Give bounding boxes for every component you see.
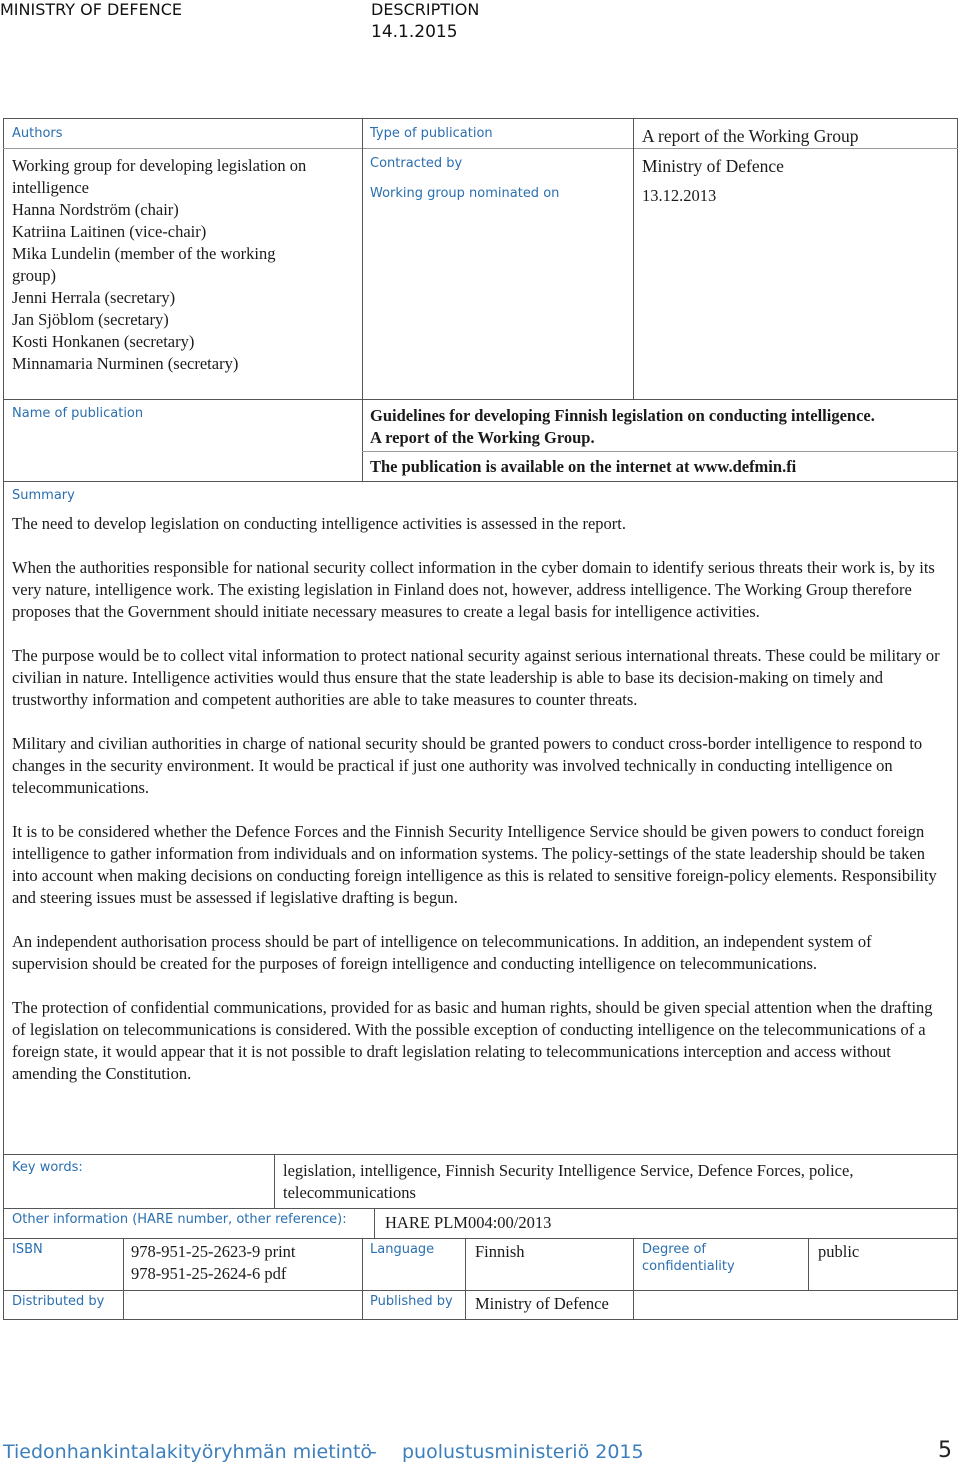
publication-title-line1: Guidelines for developing Finnish legislation on conducting intelligence. [370,406,875,425]
nominated-label: Working group nominated on [370,186,560,201]
language-value: Finnish [475,1242,525,1261]
summary-paragraph: The purpose would be to collect vital information to protect national security against serious international threats. These could be military or civilian in nature. Intelligence activities would thus ensure that the state leadership is able to base its decision-making on timely and trustworthy information and competent authorities are able to take measures to counter threats. [12,646,940,709]
summary-paragraph: An independent authorisation process should be part of intelligence on telecommunications. In addition, an independent system of supervision should be created for the purposes of foreign intelligence and conducting intelligence on telecommunications. [12,932,872,973]
page-number: 5 [938,1438,952,1463]
summary-paragraph: Military and civilian authorities in charge of national security should be granted powers to conduct cross-border intelligence to respond to changes in the security environment. It would be practical if just one authority was involved technically in conducting intelligence on telecommunications. [12,734,923,797]
authors-label: Authors [12,126,63,141]
footer-separator: - [370,1441,377,1463]
header-org: MINISTRY OF DEFENCE [0,0,182,19]
author-line: intelligence [12,178,89,197]
keywords-label: Key words: [12,1160,83,1175]
publication-divider [362,399,363,481]
published-label: Published by [370,1294,453,1309]
author-line: group) [12,266,56,285]
summary-paragraph: The protection of confidential communications, provided for as basic and human rights, should be given special attention when the drafting of legislation on telecommunications is considered. With the possible exception of conducting intelligence on the telecommunications of a foreign state, it would appear that it is not possible to draft legislation relating to telecommunications interception and access without amending the Constitution. [12,998,933,1083]
summary-paragraph: The need to develop legislation on conducting intelligence activities is assessed in the report. [12,514,626,533]
contracted-value: Ministry of Defence [642,156,784,176]
language-col-divider-a [362,1238,363,1320]
distributed-label: Distributed by [12,1294,105,1309]
isbn-print: 978-951-25-2623-9 print [131,1242,296,1261]
keywords-col-divider [274,1155,275,1208]
meta-divider-col2 [633,118,634,400]
language-col-divider-b [465,1238,466,1320]
summary-divider [3,481,958,482]
keywords-line1: legislation, intelligence, Finnish Security Intelligence Service, Defence Forces, police, [283,1161,854,1180]
isbn-pdf: 978-951-25-2624-6 pdf [131,1264,287,1283]
publication-title-line2: A report of the Working Group. [370,428,595,447]
publication-availability: The publication is available on the internet at www.defmin.fi [370,457,797,476]
meta-divider-col1 [362,118,363,400]
author-line: Working group for developing legislation on [12,156,307,175]
confidentiality-label-line1: Degree of [642,1242,706,1257]
summary-label: Summary [12,488,75,503]
published-value: Ministry of Defence [475,1294,609,1313]
language-label: Language [370,1242,435,1257]
summary-paragraph: When the authorities responsible for national security collect information in the cyber domain to identify serious threats their work is, by its very nature, intelligence work. The existing legislation in Finland does not, however, address intelligence. The Working Group therefore proposes that the Government should initiate necessary measures to create a legal basis for intelligence activities. [12,558,935,621]
details-row-3 [3,1290,958,1291]
meta-divider-bottom [3,399,958,400]
authors-list [12,155,357,375]
author-line: Minnamaria Nurminen (secretary) [12,354,239,373]
keywords-line2: telecommunications [283,1183,416,1202]
publication-name-label: Name of publication [12,406,144,421]
meta-divider-top [3,148,958,149]
author-line: Kosti Honkanen (secretary) [12,332,195,351]
type-label: Type of publication [370,126,493,141]
author-line: Jenni Herrala (secretary) [12,288,176,307]
conf-col-divider-a [633,1238,634,1320]
type-value: A report of the Working Group [642,126,859,146]
footer-title: Tiedonhankintalakityöryhmän mietintö [3,1441,373,1463]
other-col-divider [374,1208,375,1238]
author-line: Katriina Laitinen (vice-chair) [12,222,207,241]
confidentiality-value: public [818,1242,860,1261]
header-date: 14.1.2015 [371,22,458,42]
isbn-label: ISBN [12,1242,43,1257]
author-line: Jan Sjöblom (secretary) [12,310,169,329]
details-row-1 [3,1208,958,1209]
author-line: Hanna Nordström (chair) [12,200,179,219]
author-line: Mika Lundelin (member of the working [12,244,276,263]
availability-divider [362,451,958,452]
confidentiality-label-line2: confidentiality [642,1259,735,1274]
details-row-2 [3,1238,958,1239]
isbn-col-divider [123,1238,124,1320]
other-info-value: HARE PLM004:00/2013 [385,1213,552,1232]
conf-col-divider-b [808,1238,809,1290]
other-info-label: Other information (HARE number, other reference): [12,1212,347,1227]
nominated-value: 13.12.2013 [642,186,717,205]
summary-body [12,513,947,1107]
footer-publisher-year: puolustusministeriö 2015 [402,1441,644,1463]
summary-paragraph: It is to be considered whether the Defence Forces and the Finnish Security Intelligence Service should be given powers to conduct foreign intelligence to gather information from individuals and on information systems. The policy-settings of the state leadership should be taken into account when making decisions on conducting foreign intelligence as this is related to sensitive foreign-policy elements. Responsibility and steering issues must be assessed if legislative drafting is begun. [12,822,937,907]
header-doc-type: DESCRIPTION [371,0,480,19]
contracted-label: Contracted by [370,156,463,171]
